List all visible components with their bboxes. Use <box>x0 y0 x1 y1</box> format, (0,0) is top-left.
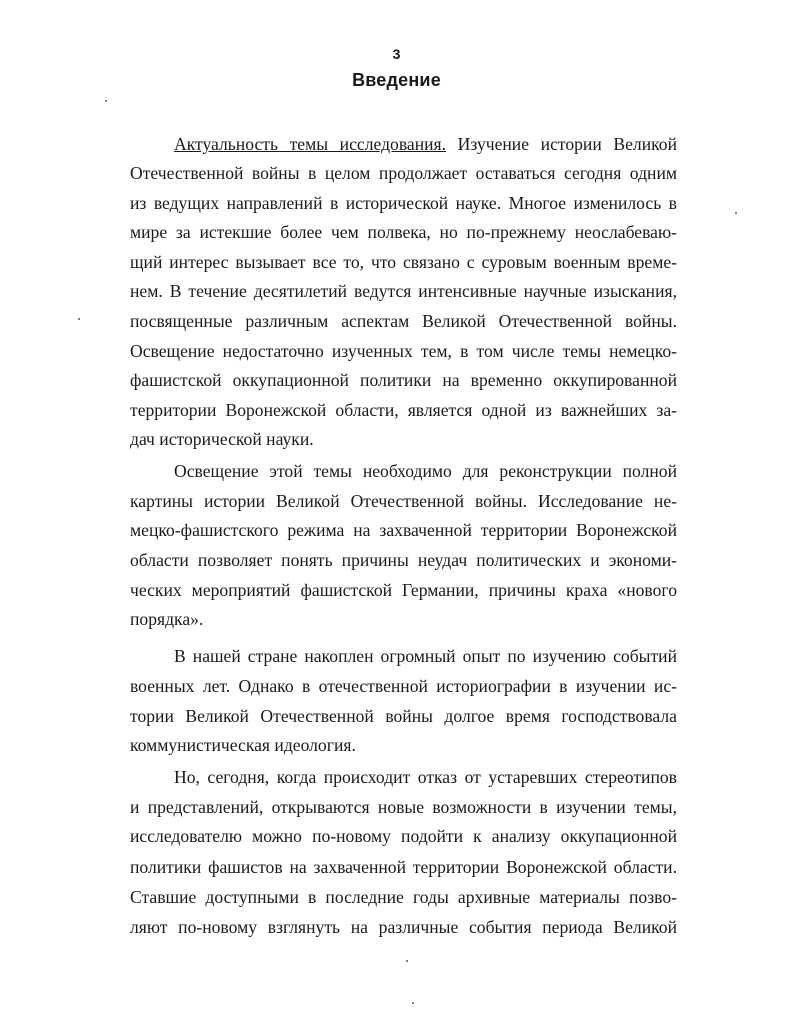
text-line: Ставшие доступными в последние годы архивные материалы позво- <box>130 887 677 907</box>
scan-speck <box>78 318 80 320</box>
text-line: дач исторической науки. <box>130 429 314 449</box>
text-span: Изучение истории Великой <box>446 134 677 154</box>
topic-relevance-label: Актуальность темы исследования. <box>174 134 447 154</box>
scan-speck <box>412 1002 414 1004</box>
page-number: 3 <box>392 46 401 62</box>
text-line: ческих мероприятий фашистской Германии, причины краха «нового <box>130 580 677 600</box>
scan-speck <box>735 212 737 214</box>
text-line <box>174 133 677 155</box>
text-line: мире за истекшие более чем полвека, но по-прежнему неослабеваю- <box>130 222 677 242</box>
text-line: Отечественной войны в целом продолжает оставаться сегодня одним <box>130 163 677 183</box>
text-line: политики фашистов на захваченной территории Воронежской области. <box>130 857 677 877</box>
text-line: области позволяет понять причины неудач политических и экономи- <box>130 550 677 570</box>
text-line: щий интерес вызывает все то, что связано с суровым военным време- <box>130 252 677 272</box>
text-line: Освещение этой темы необходимо для реконструкции полной <box>174 461 677 481</box>
scan-speck <box>406 960 408 962</box>
text-line: коммунистическая идеология. <box>130 735 356 755</box>
scan-speck <box>105 100 107 102</box>
text-line: из ведущих направлений в исторической науке. Многое изменилось в <box>130 193 677 213</box>
text-line: В нашей стране накоплен огромный опыт по изучению событий <box>174 646 677 666</box>
text-line: порядка». <box>130 609 204 629</box>
section-heading: Введение <box>352 70 441 90</box>
text-line: ляют по-новому взглянуть на различные события периода Великой <box>130 917 677 937</box>
text-line: исследователю можно по-новому подойти к анализу оккупационной <box>130 826 677 846</box>
text-line: посвященные различным аспектам Великой Отечественной войны. <box>130 311 677 331</box>
text-line: тории Великой Отечественной войны долгое время господствовала <box>130 706 677 726</box>
text-line: и представлений, открываются новые возможности в изучении темы, <box>130 797 677 817</box>
text-line: фашистской оккупационной политики на временно оккупированной <box>130 370 677 390</box>
text-line: картины истории Великой Отечественной войны. Исследование не- <box>130 491 677 511</box>
text-line: мецко-фашистского режима на захваченной территории Воронежской <box>130 520 677 540</box>
text-line: нем. В течение десятилетий ведутся интенсивные научные изыскания, <box>130 281 677 301</box>
text-line: территории Воронежской области, является одной из важнейших за- <box>130 400 677 420</box>
text-line: Но, сегодня, когда происходит отказ от устаревших стереотипов <box>174 767 677 787</box>
text-line: Освещение недостаточно изученных тем, в том числе темы немецко- <box>130 341 677 361</box>
text-line: военных лет. Однако в отечественной историографии в изучении ис- <box>130 676 677 696</box>
